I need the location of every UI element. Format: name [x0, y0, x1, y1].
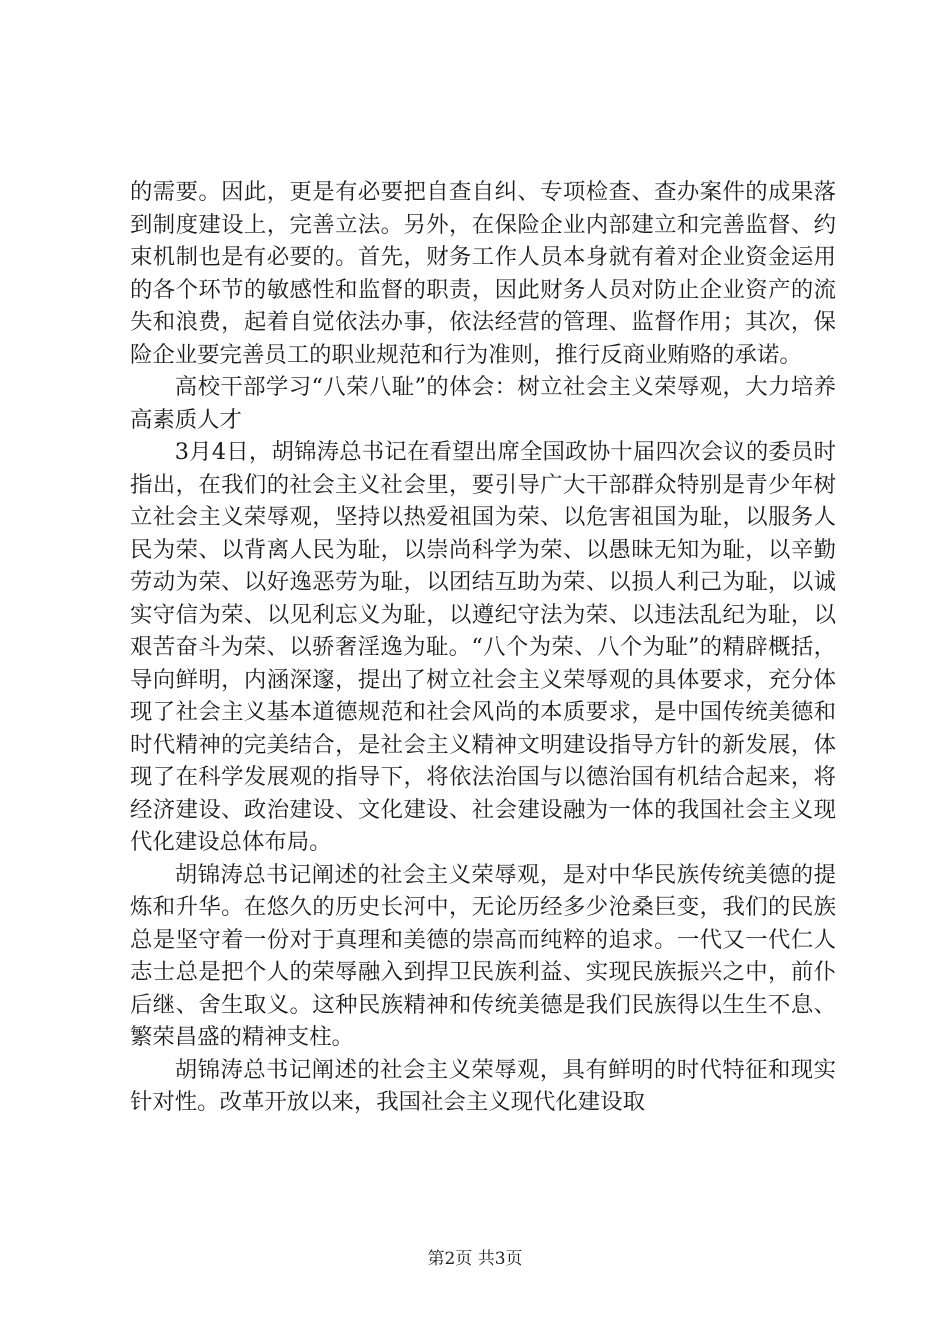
- paragraph-intro: 3月4日，胡锦涛总书记在看望出席全国政协十届四次会议的委员时指出，在我们的社会主义社会里，要引导广大干部群众特别是青少年树立社会主义荣辱观，坚持以热爱祖国为荣、以危害祖国为耻，以服务人民为荣、以背离人民为耻，以崇尚科学为荣、以愚昧无知为耻，以辛勤劳动为荣、以好逸恶劳为耻，以团结互助为荣、以损人利己为耻，以诚实守信为荣、以见利忘义为耻，以遵纪守法为荣、以违法乱纪为耻，以艰苦奋斗为荣、以骄奢淫逸为耻。“八个为荣、八个为耻”的精辟概括，导向鲜明，内涵深邃，提出了树立社会主义荣辱观的具体要求，充分体现了社会主义基本道德规范和社会风尚的本质要求，是中国传统美德和时代精神的完美结合，是社会主义精神文明建设指导方针的新发展，体现了在科学发展观的指导下，将依法治国与以德治国有机结合起来，将经济建设、政治建设、文化建设、社会建设融为一体的我国社会主义现代化建设总体布局。: [130, 439, 836, 855]
- page-number-footer: 第2页 共3页: [427, 1249, 523, 1269]
- paragraph-continuation: 的需要。因此，更是有必要把自查自纠、专项检查、查办案件的成果落到制度建设上，完善立法。另外，在保险企业内部建立和完善监督、约束机制也是有必要的。首先，财务工作人员本身就有着对企业资金运用的各个环节的敏感性和监督的职责，因此财务人员对防止企业资产的流失和浪费，起着自觉依法办事，依法经营的管理、监督作用；其次，保险企业要完善员工的职业规范和行为准则，推行反商业贿赂的承诺。: [130, 179, 836, 368]
- section-heading: 高校干部学习“八荣八耻”的体会：树立社会主义荣辱观，大力培养高素质人才: [130, 374, 836, 433]
- paragraph-tradition: 胡锦涛总书记阐述的社会主义荣辱观，是对中华民族传统美德的提炼和升华。在悠久的历史长河中，无论历经多少沧桑巨变，我们的民族总是坚守着一份对于真理和美德的崇高而纯粹的追求。一代又一代仁人志士总是把个人的荣辱融入到捍卫民族利益、实现民族振兴之中，前仆后继、舍生取义。这种民族精神和传统美德是我们民族得以生生不息、繁荣昌盛的精神支柱。: [130, 861, 836, 1050]
- paragraph-era: 胡锦涛总书记阐述的社会主义荣辱观，具有鲜明的时代特征和现实针对性。改革开放以来，我国社会主义现代化建设取: [130, 1056, 836, 1115]
- document-body: [130, 176, 836, 1119]
